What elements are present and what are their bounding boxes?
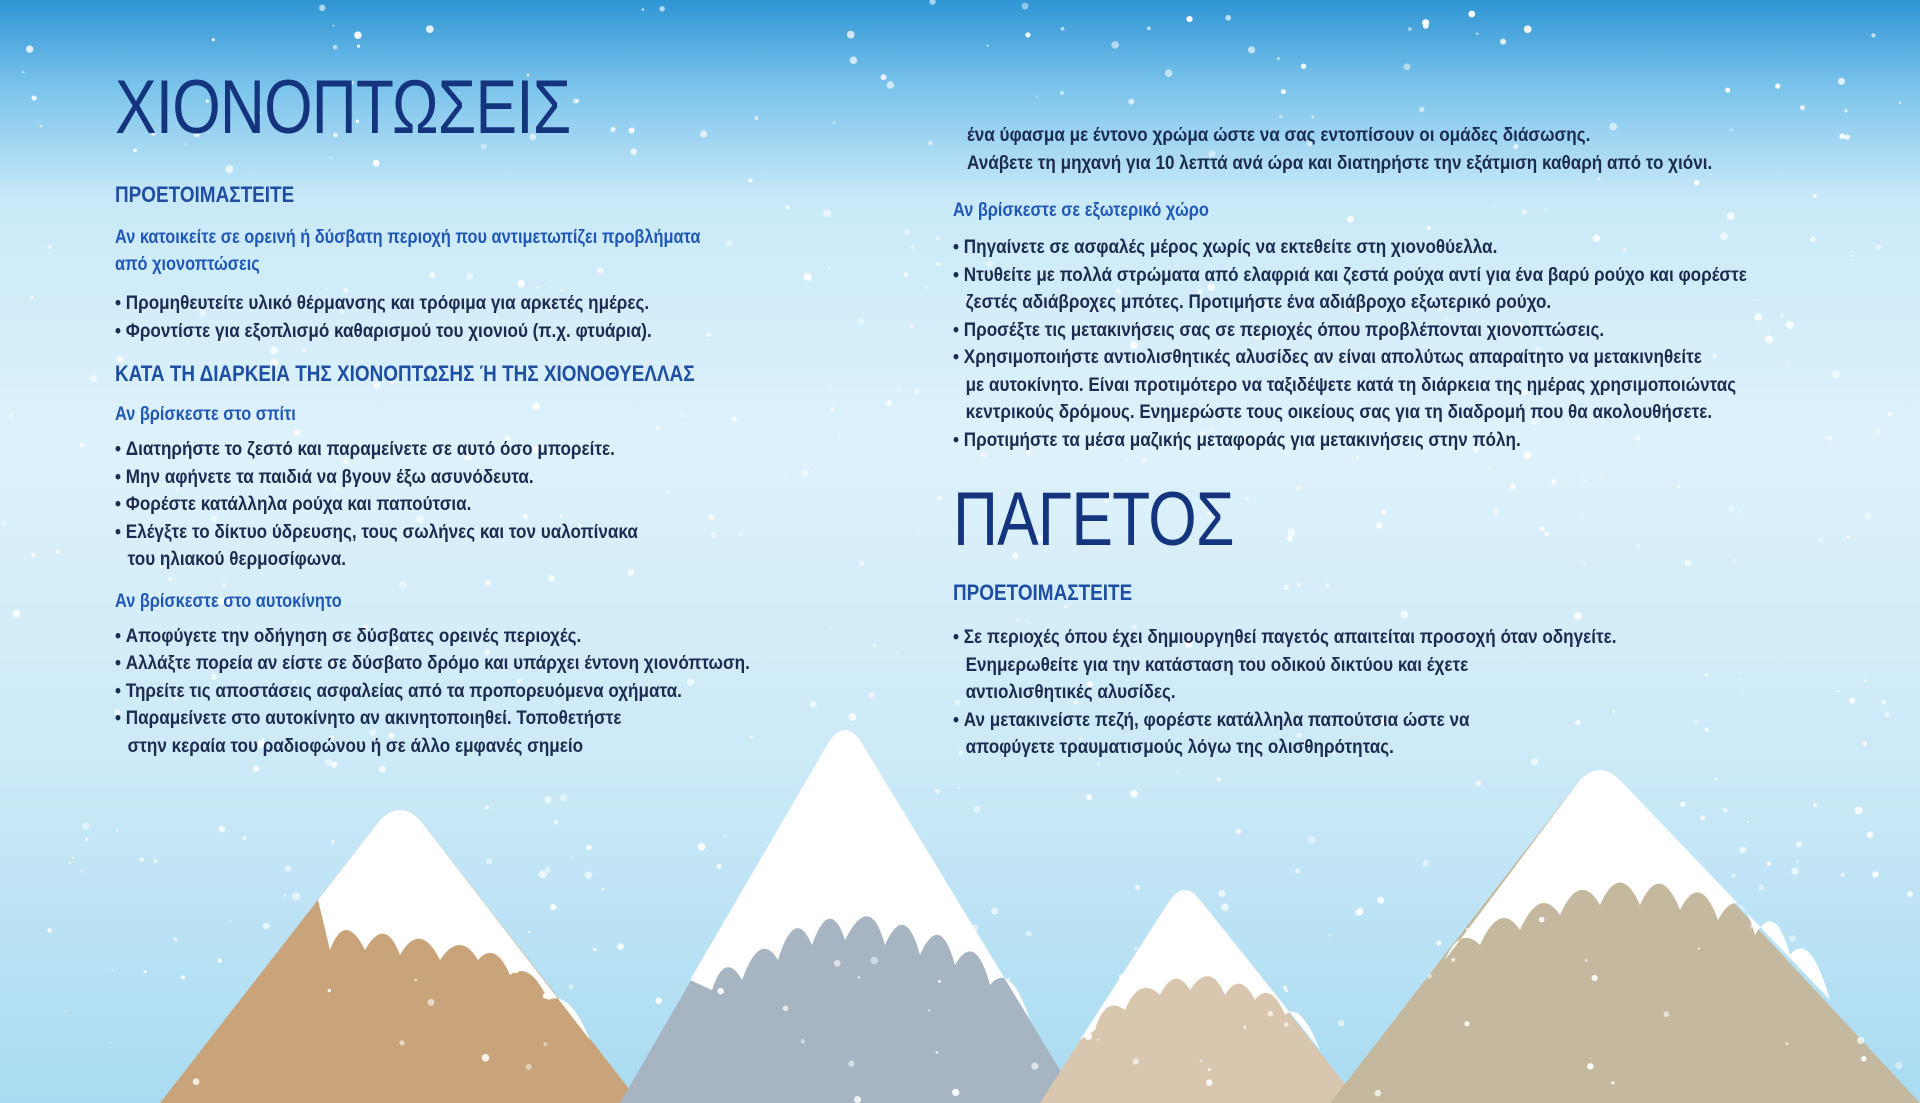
snow-prepare-intro	[115, 224, 875, 278]
list-item	[115, 519, 799, 574]
list-item-text: Ντυθείτε με πολλά στρώματα από ελαφριά και ζεστά ρούχα αντί για ένα βαρύ ρούχο και φορέστε	[963, 264, 1747, 286]
right-column	[953, 122, 1873, 762]
list-item-continuation: αποφύγετε τραυματισμούς λόγω της ολισθηρότητας.	[965, 737, 1394, 758]
list-item-text: Αποφύγετε την οδήγηση σε δύσβατες ορεινές περιοχές.	[125, 625, 582, 647]
frost-prepare-heading: ΠΡΟΕΤΟΙΜΑΣΤΕΙΤΕ	[953, 580, 1133, 605]
list-item	[953, 707, 1781, 762]
list-item	[115, 678, 799, 706]
list-item-text: Σε περιοχές όπου έχει δημιουργηθεί παγετός απαιτείται προσοχή όταν οδηγείτε.	[963, 627, 1617, 648]
list-item-text: Προσέξτε τις μετακινήσεις σας σε περιοχές όπου προβλέπονται χιονοπτώσεις.	[963, 319, 1605, 341]
car-list	[115, 623, 875, 761]
home-list	[115, 436, 875, 574]
bullet-icon: •	[953, 429, 959, 451]
bullet-icon: •	[953, 709, 959, 731]
list-item	[115, 290, 799, 318]
bullet-icon: •	[115, 625, 121, 647]
list-item-text: Διατηρήστε το ζεστό και παραμείνετε σε αυτό όσο μπορείτε.	[125, 439, 615, 460]
left-column	[115, 65, 875, 760]
bullet-icon: •	[115, 521, 121, 543]
list-item-continuation: Ενημερωθείτε για την κατάσταση του οδικού δικτύου και έχετε	[965, 654, 1469, 676]
list-item-continuation: κεντρικούς δρόμους. Ενημερώστε τους οικείους σας για τη διαδρομή που θα ακολουθήσετε.	[965, 402, 1713, 423]
list-item	[115, 436, 799, 464]
list-item-continuation: αντιολισθητικές αλυσίδες.	[965, 682, 1176, 703]
list-item-text: Φροντίστε για εξοπλισμό καθαρισμού του χιονιού (π.χ. φτυάρια).	[125, 320, 652, 342]
bullet-icon: •	[115, 708, 121, 729]
during-heading: ΚΑΤΑ ΤΗ ΔΙΑΡΚΕΙΑ ΤΗΣ ΧΙΟΝΟΠΤΩΣΗΣ Ή ΤΗΣ ΧΙΟΝΟΘΥΕΛΛΑΣ	[115, 361, 695, 386]
list-item-continuation: με αυτοκίνητο. Είναι προτιμότερο να ταξιδέψετε κατά τη διάρκεια της ημέρας χρησιμοποιώντας	[965, 374, 1737, 396]
bullet-icon: •	[115, 320, 121, 342]
bullet-icon: •	[953, 264, 959, 286]
list-item	[115, 623, 799, 651]
outdoor-heading: Αν βρίσκεστε σε εξωτερικό χώρο	[953, 200, 1209, 221]
list-item	[953, 344, 1781, 427]
list-item	[953, 262, 1781, 317]
bullet-icon: •	[953, 237, 959, 258]
bullet-icon: •	[115, 494, 121, 515]
list-item-text: Φορέστε κατάλληλα ρούχα και παπούτσια.	[125, 494, 472, 515]
list-item-continuation: ζεστές αδιάβροχες μπότες. Προτιμήστε ένα αδιάβροχο εξωτερικό ρούχο.	[965, 292, 1552, 313]
bullet-icon: •	[115, 680, 121, 702]
list-item	[953, 624, 1781, 707]
bullet-icon: •	[115, 653, 121, 674]
list-item-text: Αν μετακινείστε πεζή, φορέστε κατάλληλα παπούτσια ώστε να	[963, 709, 1470, 731]
bullet-icon: •	[115, 439, 121, 460]
bullet-icon: •	[953, 347, 959, 368]
snowfall-title: ΧΙΟΝΟΠΤΩΣΕΙΣ	[115, 65, 571, 150]
frost-title: ΠΑΓΕΤΟΣ	[953, 477, 1234, 562]
list-item	[115, 491, 799, 519]
car-continuation	[953, 122, 1873, 177]
list-item-text: Παραμείνετε στο αυτοκίνητο αν ακινητοποιηθεί. Τοποθετήστε	[125, 708, 622, 729]
list-item-text: Προτιμήστε τα μέσα μαζικής μεταφοράς για μετακινήσεις στην πόλη.	[963, 429, 1521, 451]
list-item	[953, 234, 1781, 262]
list-item-text: Χρησιμοποιήστε αντιολισθητικές αλυσίδες αν είναι απολύτως απαραίτητο να μετακινηθείτε	[963, 347, 1702, 368]
bullet-icon: •	[115, 466, 121, 488]
list-item	[115, 464, 799, 492]
list-item	[115, 318, 799, 346]
list-item-text: Μην αφήνετε τα παιδιά να βγουν έξω ασυνόδευτα.	[125, 466, 534, 488]
continuation-line-1: ένα ύφασμα με έντονο χρώμα ώστε να σας εντοπίσουν οι ομάδες διάσωσης.	[967, 125, 1591, 146]
bullet-icon: •	[953, 627, 959, 648]
list-item-text: Αλλάξτε πορεία αν είστε σε δύσβατο δρόμο και υπάρχει έντονη χιονόπτωση.	[125, 653, 750, 674]
home-heading: Αν βρίσκεστε στο σπίτι	[115, 404, 296, 425]
frost-list	[953, 624, 1873, 762]
list-item	[115, 650, 799, 678]
list-item-text: Τηρείτε τις αποστάσεις ασφαλείας από τα προπορευόμενα οχήματα.	[125, 680, 682, 702]
car-heading: Αν βρίσκεστε στο αυτοκίνητο	[115, 590, 342, 612]
list-item-text: Προμηθευτείτε υλικό θέρμανσης και τρόφιμα για αρκετές ημέρες.	[125, 293, 650, 314]
snow-prepare-list	[115, 290, 875, 345]
bullet-icon: •	[953, 319, 959, 341]
intro-line-1: Αν κατοικείτε σε ορεινή ή δύσβατη περιοχή που αντιμετωπίζει προβλήματα	[115, 227, 701, 248]
continuation-line-2: Ανάβετε τη μηχανή για 10 λεπτά ανά ώρα και διατηρήστε την εξάτμιση καθαρή από το χιόνι.	[967, 152, 1713, 174]
list-item	[953, 317, 1781, 345]
intro-line-2: από χιονοπτώσεις	[115, 254, 260, 275]
snow-prepare-heading: ΠΡΟΕΤΟΙΜΑΣΤΕΙΤΕ	[115, 182, 295, 207]
outdoor-list	[953, 234, 1873, 454]
list-item-text: Ελέγξτε το δίκτυο ύδρευσης, τους σωλήνες και τον υαλοπίνακα	[125, 521, 638, 543]
bullet-icon: •	[115, 293, 121, 314]
list-item-text: Πηγαίνετε σε ασφαλές μέρος χωρίς να εκτεθείτε στη χιονοθύελλα.	[963, 237, 1498, 258]
list-item	[953, 427, 1781, 455]
list-item-continuation: στην κεραία του ραδιοφώνου ή σε άλλο εμφανές σημείο	[127, 735, 584, 757]
list-item-continuation: του ηλιακού θερμοσίφωνα.	[127, 549, 346, 570]
list-item	[115, 705, 799, 760]
